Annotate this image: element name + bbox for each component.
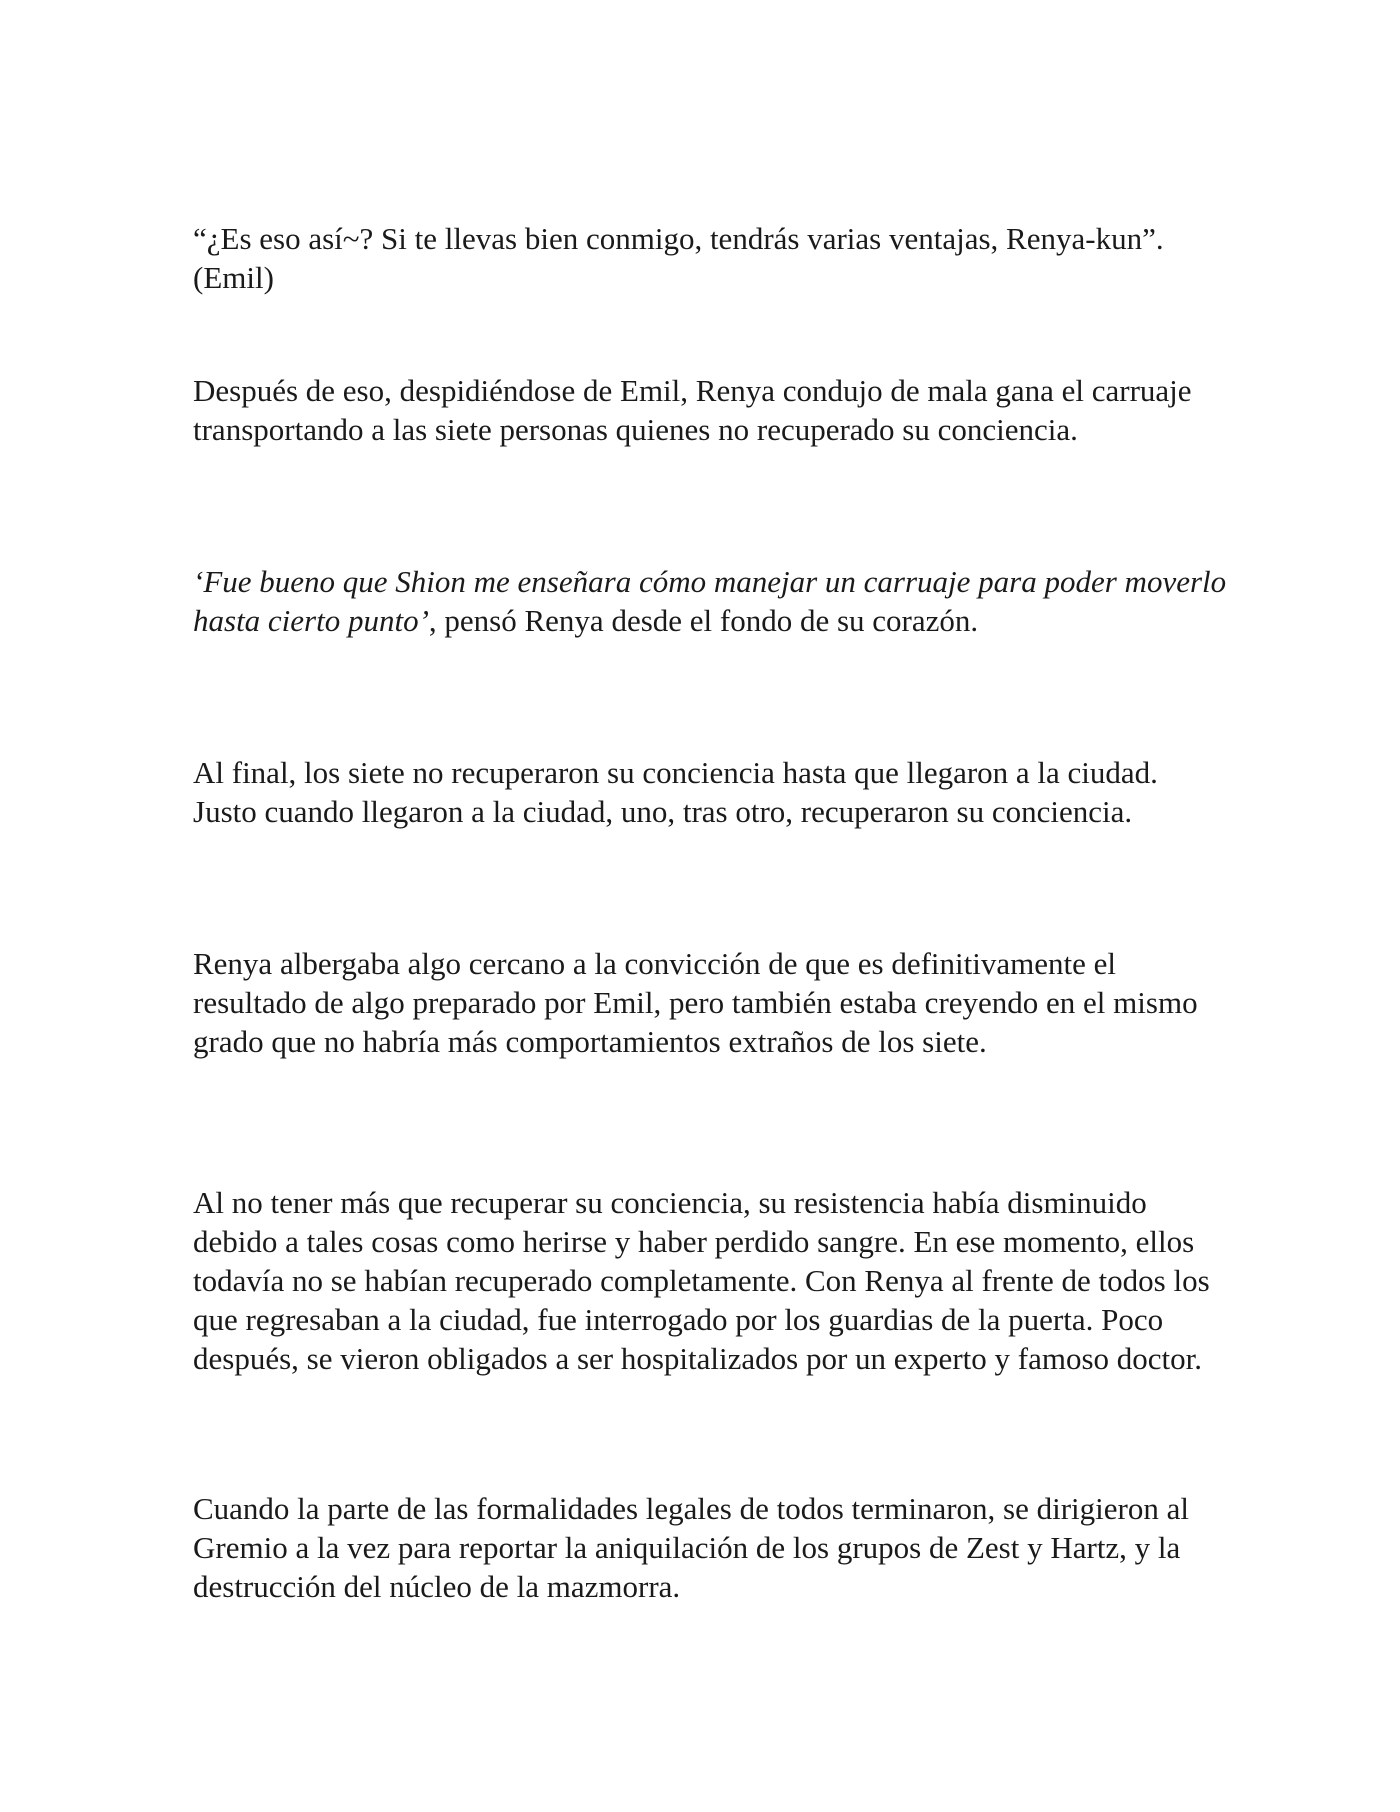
paragraph-farewell-carriage: Después de eso, despidiéndose de Emil, Renya condujo de mala gana el carruaje transportando a las siete personas quienes no recuperado su conciencia. (193, 373, 1192, 447)
paragraph-hospitalization: Al no tener más que recuperar su conciencia, su resistencia había disminuido debido a tales cosas como herirse y haber perdido sangre. En ese momento, ellos todavía no se habían recuperado completamente. Con Renya al frente de todos los que regresaban a la ciudad, fue interrogado por los guardias de la puerta. Poco después, se vieron obligados a ser hospitalizados por un experto y famoso doctor. (193, 1185, 1210, 1376)
paragraph-guild-report: Cuando la parte de las formalidades legales de todos terminaron, se dirigieron al Gremio a la vez para reportar la aniquilación de los grupos de Zest y Hartz, y la destrucción del núcleo de la mazmorra. (193, 1491, 1189, 1604)
thought-continuation-text: , pensó Renya desde el fondo de su corazón. (428, 603, 979, 638)
paragraph-arrival-city: Al final, los siete no recuperaron su conciencia hasta que llegaron a la ciudad. Justo cuando llegaron a la ciudad, uno, tras otro, recuperaron su conciencia. (193, 755, 1158, 829)
paragraph-conviction: Renya albergaba algo cercano a la convicción de que es definitivamente el resultado de algo preparado por Emil, pero también estaba creyendo en el mismo grado que no habría más comportamientos extraños de los siete. (193, 946, 1198, 1059)
paragraph-dialogue-emil: “¿Es eso así~? Si te llevas bien conmigo, tendrás varias ventajas, Renya-kun”. (Emil) (193, 221, 1164, 295)
paragraph-thought-renya (193, 562, 1228, 640)
italic-thought-text: ‘Fue bueno que Shion me enseñara cómo manejar un carruaje para poder moverlo hasta cierto punto’ (193, 564, 1227, 638)
